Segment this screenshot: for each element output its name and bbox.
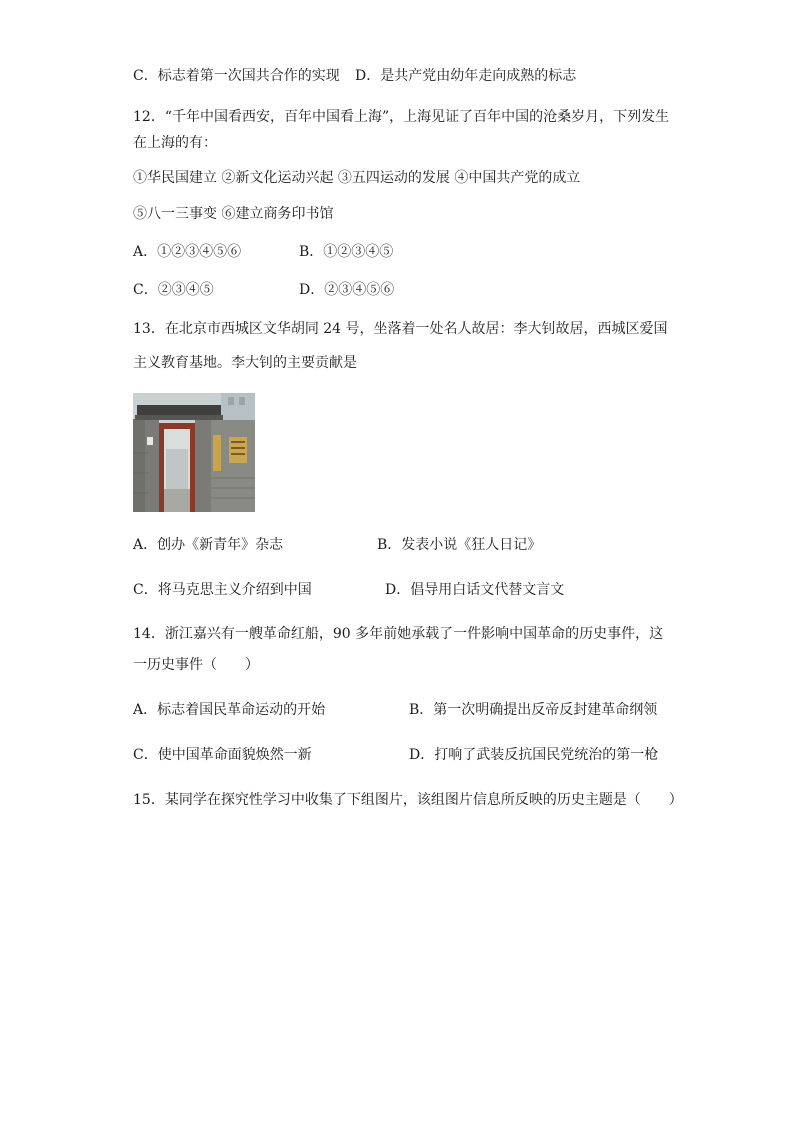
q14-stem-line1: 14．浙江嘉兴有一艘革命红船，90 多年前她承载了一件影响中国革命的历史事件，这 bbox=[133, 626, 664, 642]
q13-option-a: A．创办《新青年》杂志 bbox=[133, 537, 284, 553]
q13-option-b: B．发表小说《狂人日记》 bbox=[377, 537, 542, 553]
q14-stem-line2: 一历史事件（ ） bbox=[133, 657, 259, 673]
q12-items-line2: ⑤八一三事变 ⑥建立商务印书馆 bbox=[133, 206, 334, 222]
q12-option-b: B．①②③④⑤ bbox=[299, 244, 394, 260]
q11-option-d: D．是共产党由幼年走向成熟的标志 bbox=[355, 68, 577, 84]
q13-stem-line1: 13．在北京市西城区文华胡同 24 号，坐落着一处名人故居：李大钊故居，西城区爱国 bbox=[133, 321, 668, 337]
q12-option-d: D．②③④⑤⑥ bbox=[299, 282, 395, 298]
q14-option-b: B．第一次明确提出反帝反封建革命纲领 bbox=[409, 702, 658, 718]
q13-option-c: C．将马克思主义介绍到中国 bbox=[133, 582, 312, 598]
q13-stem-line2: 主义教育基地。李大钊的主要贡献是 bbox=[133, 355, 357, 371]
q14-option-a: A．标志着国民革命运动的开始 bbox=[133, 702, 326, 718]
q13-option-d: D．倡导用白话文代替文言文 bbox=[385, 582, 565, 598]
residence-gate-image bbox=[133, 393, 255, 512]
q12-stem-line2: 在上海的有： bbox=[133, 135, 217, 151]
q14-option-d: D．打响了武装反抗国民党统治的第一枪 bbox=[409, 747, 659, 763]
q12-option-c: C．②③④⑤ bbox=[133, 282, 214, 298]
q12-stem-line1: 12．“千年中国看西安，百年中国看上海”，上海见证了百年中国的沧桑岁月，下列发生 bbox=[133, 109, 670, 125]
q15-stem-line1: 15．某同学在探究性学习中收集了下组图片，该组图片信息所反映的历史主题是（ ） bbox=[133, 792, 683, 808]
li-dazhao-residence-photo bbox=[133, 393, 255, 512]
q12-option-a: A．①②③④⑤⑥ bbox=[133, 244, 242, 260]
q14-option-c: C．使中国革命面貌焕然一新 bbox=[133, 747, 312, 763]
q12-items-line1: ①华民国建立 ②新文化运动兴起 ③五四运动的发展 ④中国共产党的成立 bbox=[133, 170, 581, 186]
q11-option-c: C．标志着第一次国共合作的实现 bbox=[133, 68, 340, 84]
